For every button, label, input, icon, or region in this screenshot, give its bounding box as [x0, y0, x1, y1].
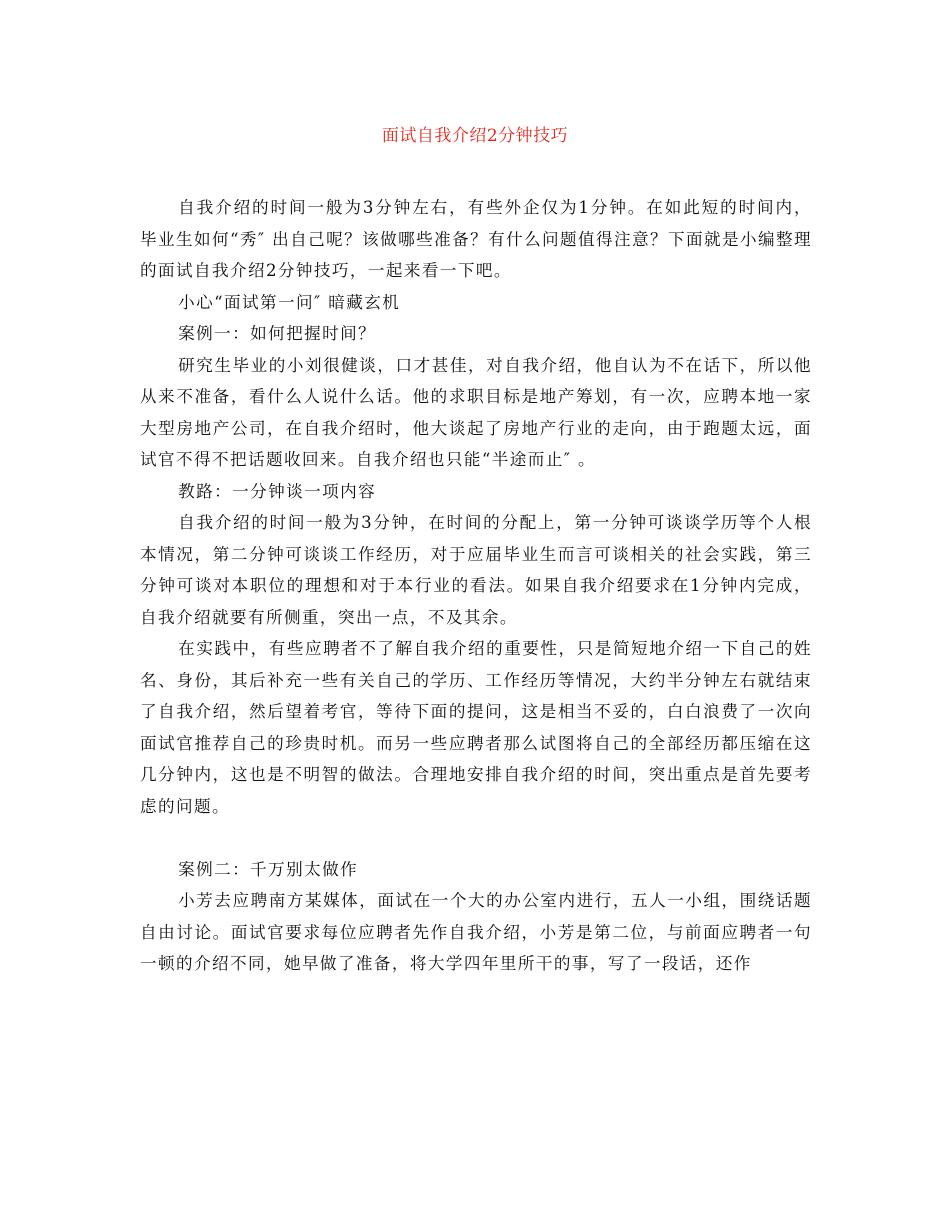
case-heading: 案例一：如何把握时间？: [178, 324, 377, 343]
paragraph-case-two: 小芳去应聘南方某媒体，面试在一个大的办公室内进行，五人一小组，围绕话题自由讨论。面试官要求每位应聘者先作自我介绍，小芳是第二位，与前面应聘者一句一顿的介绍不同，她早做了准备，将大学四年里所干的事，写了一段话，还作: [140, 891, 812, 973]
case-heading: 案例二：千万别太做作: [178, 859, 359, 879]
paragraph-practice: 在实践中，有些应聘者不了解自我介绍的重要性，只是简短地介绍一下自己的姓名、身份，其后补充一些有关自己的学历、工作经历等情况，大约半分钟左右就结束了自我介绍，然后望着考官，等待下面的提问，这是相当不妥的，白白浪费了一次向面试官推荐自己的珍贵时机。而另一些应聘者那么试图将自己的全部经历都压缩在这几分钟内，这也是不明智的做法。合理地安排自我介绍的时间，突出重点是首先要考虑的问题。: [140, 639, 812, 816]
document-title: 面试自我介绍2分钟技巧: [381, 126, 569, 146]
paragraph-case-one: 研究生毕业的小刘很健谈，口才甚佳，对自我介绍，他自认为不在话下，所以他从来不准备，看什么人说什么话。他的求职目标是地产筹划，有一次，应聘本地一家大型房地产公司，在自我介绍时，他大谈起了房地产行业的走向，由于跑题太远，面试官不得不把话题收回来。自我介绍也只能“半途而止″ 。: [140, 355, 812, 469]
paragraph-time-allocation: 自我介绍的时间一般为3分钟，在时间的分配上，第一分钟可谈谈学历等个人根本情况，第二分钟可谈谈工作经历，对于应届毕业生而言可谈相关的社会实践，第三分钟可谈对本职位的理想和对于本行业的看法。如果自我介绍要求在1分钟内完成，自我介绍就要有所侧重，突出一点，不及其余。: [140, 513, 812, 627]
tip-heading: 教路：一分钟谈一项内容: [178, 481, 377, 501]
document-body: [140, 192, 812, 980]
paragraph-intro: 自我介绍的时间一般为3分钟左右，有些外企仅为1分钟。在如此短的时间内，毕业生如何“秀″ 出自己呢？该做哪些准备？有什么问题值得注意？下面就是小编整理的面试自我介绍2分钟技巧，一起来看一下吧。: [140, 198, 812, 280]
section-heading: 小心“面试第一问″ 暗藏玄机: [178, 292, 401, 312]
